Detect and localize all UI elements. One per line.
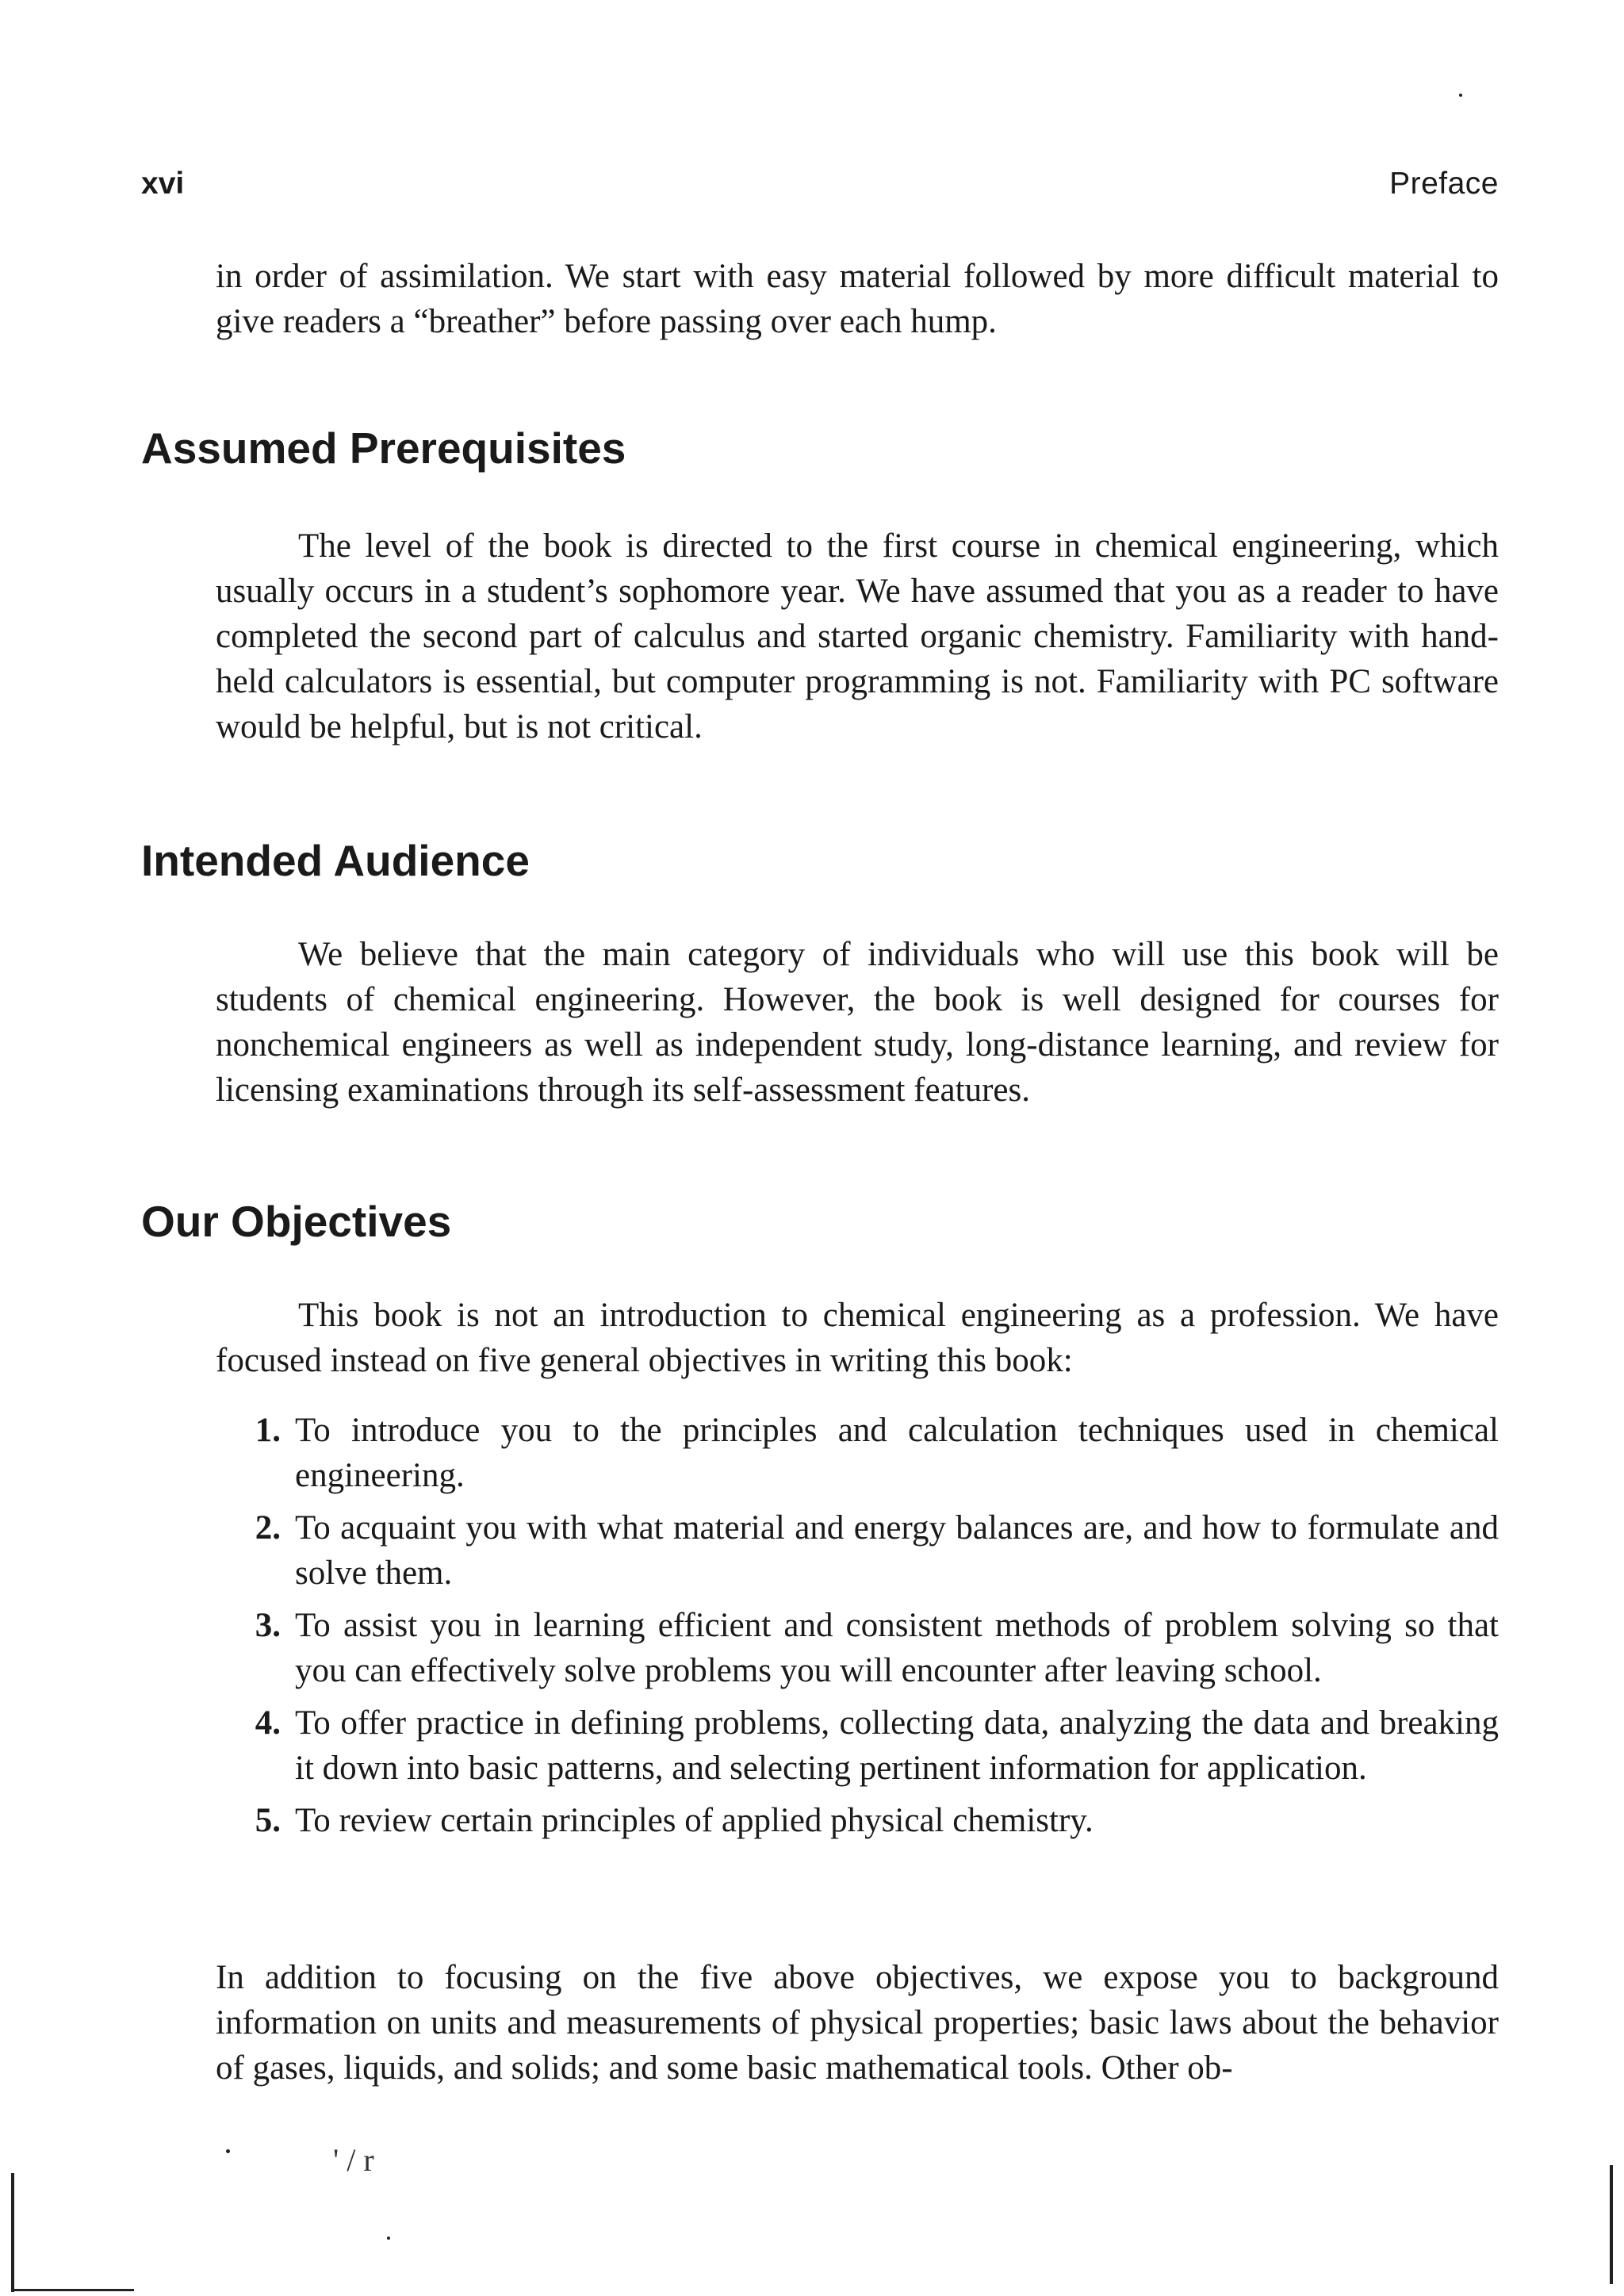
section-heading-prerequisites: Assumed Prerequisites [141, 424, 626, 473]
list-item-number: 4. [255, 1704, 281, 1742]
list-item-number: 1. [255, 1412, 281, 1449]
list-item [216, 1505, 1499, 1596]
list-item-text: To acquaint you with what material and energy balances are, and how to formulate and solve them. [295, 1509, 1499, 1592]
objectives-intro-text: This book is not an introduction to chemical engineering as a profession. We have focused instead on five general objectives in writing this book: [216, 1297, 1499, 1379]
intro-paragraph: in order of assimilation. We start with easy material followed by more difficult material to give readers a “breather” before passing over each hump. [216, 258, 1499, 340]
objectives-paragraph [216, 1293, 1499, 1383]
running-head [141, 167, 1499, 201]
list-item-text: To offer practice in defining problems, collecting data, analyzing the data and breaking it down into basic patterns, and selecting pertinent information for application. [295, 1704, 1499, 1787]
list-item-number: 2. [255, 1509, 281, 1547]
crop-mark-left-vertical [11, 2173, 14, 2292]
list-item-text: To assist you in learning efficient and consistent methods of problem solving so that you can effectively solve problems you will encounter after leaving school. [295, 1607, 1499, 1689]
objectives-list [216, 1408, 1499, 1850]
page-number: xvi [141, 167, 185, 201]
list-item-text: To review certain principles of applied physical chemistry. [295, 1802, 1094, 1839]
scan-speck [1459, 94, 1462, 97]
list-item-number: 5. [255, 1802, 281, 1839]
scan-speck [387, 2237, 390, 2240]
scan-speck [226, 2149, 230, 2153]
list-item [216, 1408, 1499, 1498]
prerequisites-text: The level of the book is directed to the first course in chemical engineering, which usually occurs in a student’s sophomore year. We have assumed that you as a reader to have completed the second part of calculus and started organic chemistry. Familiarity with hand-held calculators is essential, but computer programming is not. Familiarity with PC software would be helpful, but is not critical. [216, 527, 1499, 746]
section-heading-audience: Intended Audience [141, 836, 530, 885]
list-item-text: To introduce you to the principles and calculation techniques used in chemical engineering. [295, 1412, 1499, 1494]
list-item [216, 1700, 1499, 1791]
scan-artifact-text: ' / r [333, 2142, 374, 2178]
list-item [216, 1798, 1499, 1843]
audience-paragraph [216, 932, 1499, 1113]
chapter-title: Preface [1389, 167, 1499, 201]
crop-mark-right-vertical [1610, 2165, 1613, 2284]
list-item [216, 1603, 1499, 1693]
prerequisites-paragraph [216, 523, 1499, 749]
section-heading-objectives: Our Objectives [141, 1197, 452, 1246]
closing-paragraph: In addition to focusing on the five above objectives, we expose you to background information on units and measurements of physical properties; basic laws about the behavior of gases, liquids, and solids; and some basic mathematical tools. Other ob- [216, 1959, 1499, 2087]
list-item-number: 3. [255, 1607, 281, 1644]
crop-mark-left-horizontal [11, 2289, 134, 2291]
audience-text: We believe that the main category of individuals who will use this book will be students of chemical engineering. However, the book is well designed for courses for nonchemical engineers as well as independent study, long-distance learning, and review for licensing examinations through its self-assessment features. [216, 936, 1499, 1109]
